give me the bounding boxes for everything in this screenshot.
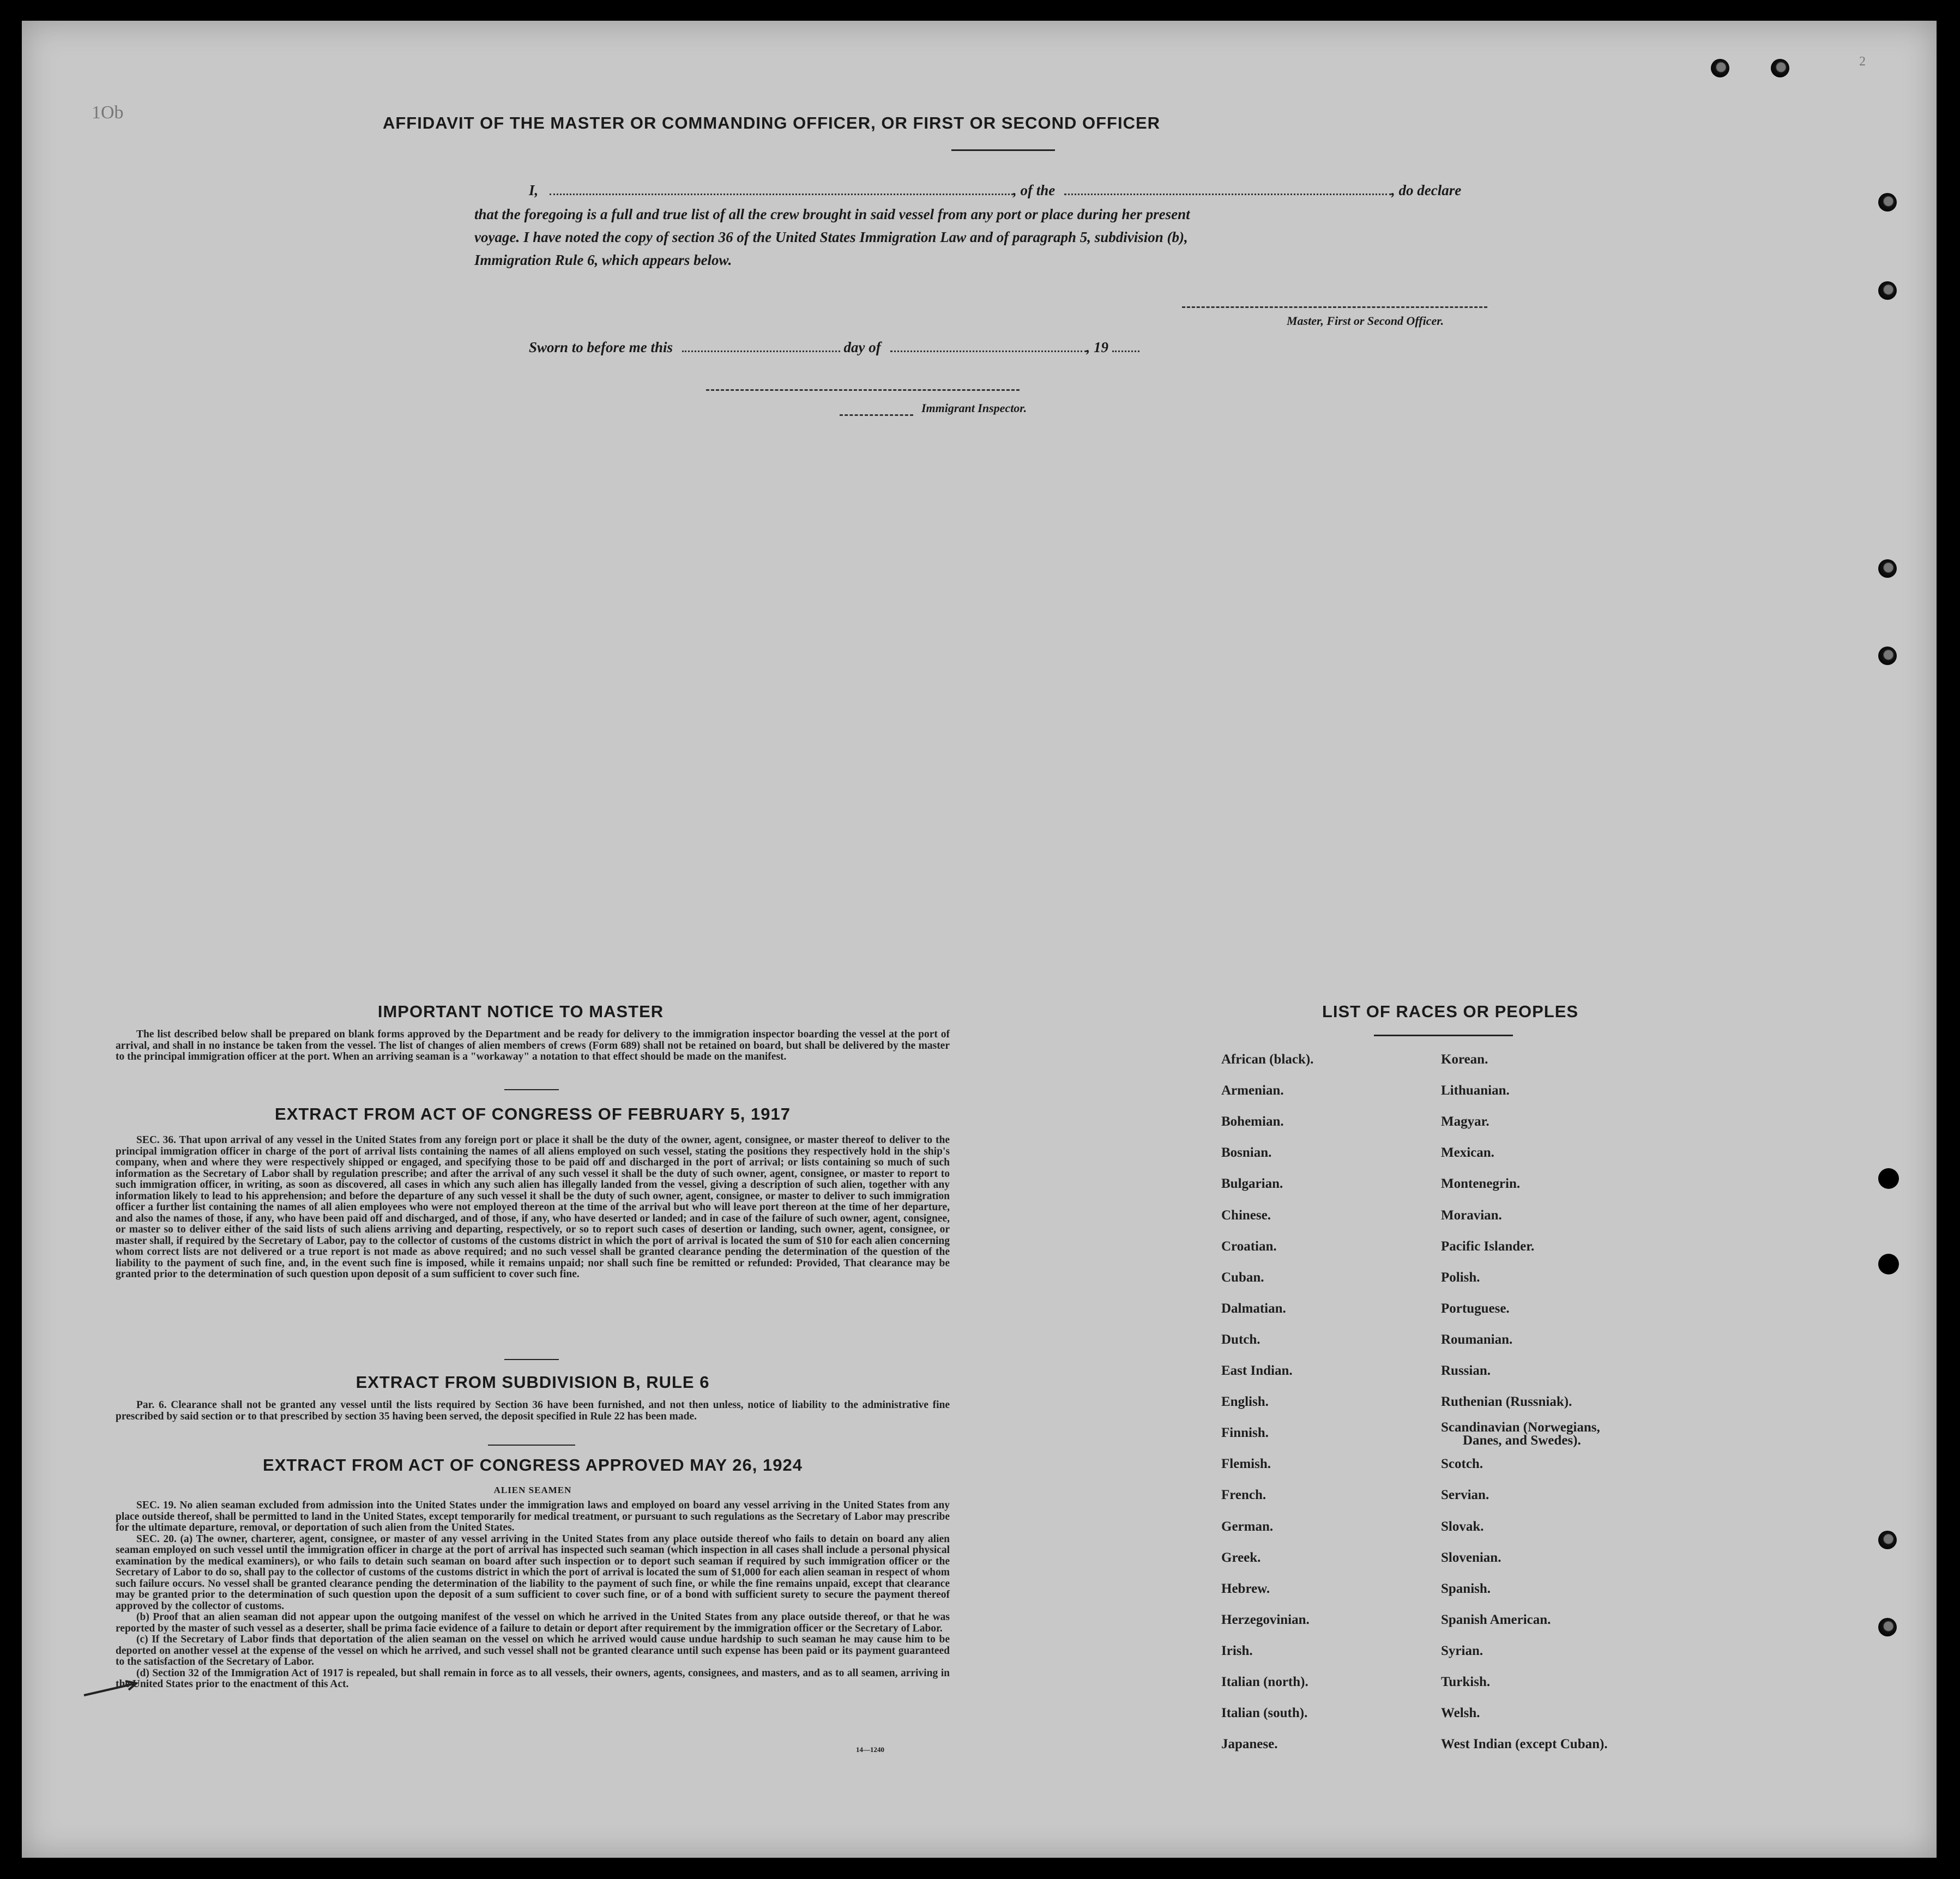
race-item: Korean. [1441,1052,1488,1067]
notice-divider [504,1089,559,1090]
sworn-day-of-label: day of [843,339,881,355]
extract-1924-sec20a: SEC. 20. (a) The owner, charterer, agent, consignee, or master of any vessel arriving in the United States from any place outside thereof who fails to detain on board any alien seaman employed on such vessel until the immigration officer in charge at the port of arrival has inspected such seaman (which inspection in all cases shall include a personal physical examination by the medical examiners), or who fails to detain such seaman on board after such inspection or to deport such seaman if required by such immigration officer or the Secretary of Labor to do so, shall pay to the collector of customs of the customs district in which the port of arrival is located the sum of $1,000 for each alien seaman in respect of whom such failure occurs. No vessel shall be granted clearance pending the determination of the liability to the payment of such fine, or while the fine remains unpaid, except that clearance may be granted prior to the determination of such question upon the deposit of a sum sufficient to cover such fine, or of a bond with sufficient surety to secure the payment thereof approved by the collector of customs. [116,1533,950,1612]
vessel-name-field[interactable] [1064,191,1391,195]
binder-hole-right-7 [1878,1531,1897,1549]
affidavit-title: AFFIDAVIT OF THE MASTER OR COMMANDING OFFICER, OR FIRST OR SECOND OFFICER [382,113,1161,132]
race-item: Italian (north). [1221,1675,1308,1689]
race-item: Japanese. [1221,1737,1278,1752]
race-item: Montenegrin. [1441,1176,1521,1192]
race-item: East Indian. [1221,1363,1293,1378]
affidavit-of-the-label: , of the [1013,182,1056,198]
race-item: African (black). [1221,1052,1314,1067]
binder-hole-right-5 [1878,1168,1899,1189]
race-item: Scotch. [1441,1457,1483,1472]
race-item: Portuguese. [1441,1301,1510,1316]
document-page [22,21,1937,1858]
races-title: LIST OF RACES OR PEOPLES [1322,1002,1579,1021]
sworn-year-field[interactable] [1112,348,1139,352]
race-item: Armenian. [1221,1083,1284,1098]
binder-hole-right-8 [1878,1618,1897,1636]
form-number: 14—1240 [856,1745,884,1754]
binder-hole-right-2 [1878,281,1897,300]
margin-mark-top-left: 1Ob [92,102,124,123]
race-item: Mexican. [1441,1145,1494,1161]
race-item: Pacific Islander. [1441,1238,1535,1254]
binder-hole-right-6 [1878,1254,1899,1274]
binder-hole-top-1 [1711,59,1729,77]
race-item: Slovak. [1441,1519,1484,1534]
race-item: Chinese. [1221,1207,1271,1223]
race-item: Magyar. [1441,1114,1489,1129]
extract-1924-sec19: SEC. 19. No alien seaman excluded from admission into the United States under the immigration laws and employed on board any vessel arriving in the United States from any place outside thereof, shall be permitted to land in the United States, except temporarily for medical treatment, or pursuant to such regulations as the Secretary of Labor may prescribe for the ultimate departure, removal, or deportation of such alien from the United States. [116,1500,950,1533]
sworn-line [529,339,1139,356]
race-item: Dutch. [1221,1332,1261,1347]
race-item: French. [1221,1488,1267,1503]
extract-1924-body [116,1500,950,1690]
sworn-year-label: , 19 [1086,339,1109,355]
sworn-day-field[interactable] [682,348,840,352]
sworn-month-field[interactable] [890,348,1087,352]
race-item: West Indian (except Cuban). [1441,1737,1608,1752]
extract-rule6-body [116,1400,950,1422]
affidavit-line-1 [529,182,1461,199]
race-item: Croatian. [1221,1238,1277,1254]
extract-1924-subtitle: ALIEN SEAMEN [493,1485,572,1495]
affidavit-line-3: voyage. I have noted the copy of section 36 of the United States Immigration Law and of paragraph 5, subdivision (b), [474,229,1188,245]
race-item: Spanish. [1441,1581,1491,1596]
affidavit-do-declare-label: , do declare [1391,182,1462,198]
master-signature-label: Master, First or Second Officer. [1287,314,1444,328]
binder-hole-top-2 [1771,59,1789,77]
race-item: Herzegovinian. [1221,1612,1310,1627]
race-item: Polish. [1441,1270,1480,1285]
race-item: Dalmatian. [1221,1301,1286,1316]
race-item-continuation: Danes, and Swedes). [1463,1433,1581,1448]
affidavit-line-4: Immigration Rule 6, which appears below. [474,252,732,268]
master-name-field[interactable] [550,191,1013,195]
sworn-prefix-label: Sworn to before me this [529,339,673,355]
extract-1917-sec36: SEC. 36. That upon arrival of any vessel in the United States from any foreign port or place it shall be the duty of the owner, agent, consignee, or master thereof to deliver to the principal immigration officer in charge of the port of arrival lists containing the names of all aliens employed on such vessel, stating the positions they respectively hold in the ship's company, when and where they were respectively shipped or engaged, and specifying those to be paid off and discharged in the port of arrival; or lists containing so much of such information as the Secretary of Labor shall by regulation prescribe; and after the arrival of any such vessel it shall be the duty of such owner, agent, consignee, or master to report to such immigration officer, in writing, as soon as discovered, all cases in which any such alien has illegally landed from the vessel, giving a description of such alien, together with any information likely to lead to his apprehension; and before the departure of any such vessel it shall be the duty of such owner, agent, consignee, or master to deliver to such immigration officer a further list containing the names of all alien employees who were not employed thereon at the time of the arrival but who will leave port thereon at the time of her departure, and also the names of those, if any, who have been paid off and discharged, and of those, if any, who have deserted or landed; and in case of the failure of such owner, agent, consignee, or master so to deliver either of the said lists of such aliens arriving and departing, respectively, or so to report such cases of desertion or landing, such owner, agent, consignee, or master shall, if required by the Secretary of Labor, pay to the collector of customs of the customs district in which the port of arrival is located the sum of $10 for each alien concerning whom correct lists are not delivered or a true report is not made as above required; and no such vessel shall be granted clearance pending the determination of the question of the liability to the payment of such fine, and, in the event such fine is imposed, while it remains unpaid; nor shall such fine be remitted or refunded: Provided, That clearance may be granted prior to the determination of such question upon deposit of a sum sufficient to cover such fine. [116,1134,950,1280]
inspector-signature-lead [840,414,913,416]
extract-1917-divider [504,1359,559,1360]
race-item: Ruthenian (Russniak). [1441,1394,1572,1410]
extract-1924-sec20c: (c) If the Secretary of Labor finds that deportation of the alien seaman on the vessel on which he arrived would cause undue hardship to such seaman he may cause him to be deported on another vessel at the expense of the vessel on which he arrived, and such vessel shall not be granted clearance until such expense has been paid or its payment guaranteed to the satisfaction of the Secretary of Labor. [116,1634,950,1667]
affidavit-title-rule [951,149,1055,151]
race-item: Roumanian. [1441,1332,1513,1347]
race-item: Italian (south). [1221,1706,1308,1721]
race-item: Syrian. [1441,1643,1483,1658]
notice-body [116,1029,950,1063]
race-item: Russian. [1441,1363,1491,1378]
race-item: Greek. [1221,1550,1261,1565]
race-item: Lithuanian. [1441,1083,1510,1098]
race-item: Slovenian. [1441,1550,1501,1565]
race-item: Turkish. [1441,1675,1491,1689]
extract-rule6-title: EXTRACT FROM SUBDIVISION B, RULE 6 [355,1373,710,1392]
race-item: Flemish. [1221,1457,1271,1472]
extract-1924-title: EXTRACT FROM ACT OF CONGRESS APPROVED MAY 26, 1924 [263,1455,803,1475]
extract-1917-title: EXTRACT FROM ACT OF CONGRESS OF FEBRUARY 5, 1917 [275,1104,791,1123]
race-item: Bosnian. [1221,1145,1272,1161]
inspector-label: Immigrant Inspector. [921,401,1027,415]
race-item: Welsh. [1441,1706,1480,1721]
race-item: Spanish American. [1441,1612,1551,1627]
extract-1924-sec20b: (b) Proof that an alien seaman did not appear upon the outgoing manifest of the vessel on which he arrived in the United States from any place outside thereof, or that he was reported by the master of such vessel as a deserter, shall be prima facie evidence of a failure to detain or deport after requirement by the immigration officer or the Secretary of Labor. [116,1611,950,1634]
race-item: Irish. [1221,1643,1253,1658]
race-item: Finnish. [1221,1425,1269,1441]
extract-1917-body [116,1135,950,1280]
affidavit-line-2: that the foregoing is a full and true list of all the crew brought in said vessel from any port or place during her present [474,206,1190,222]
race-item: Bohemian. [1221,1114,1284,1129]
affidavit-i-label: I, [529,182,539,198]
binder-hole-right-3 [1878,559,1897,578]
race-item: Cuban. [1221,1270,1264,1285]
race-item: Bulgarian. [1221,1176,1283,1192]
master-signature-field[interactable] [1182,306,1487,308]
notice-title: IMPORTANT NOTICE TO MASTER [377,1002,664,1021]
extract-1924-sec20d: (d) Section 32 of the Immigration Act of 1917 is repealed, but shall remain in force as to all vessels, their owners, agents, consignees, and masters, and as to all seamen, arriving in the United States prior to the enactment of this Act. [116,1667,950,1690]
extract-rule6-divider [488,1445,575,1446]
race-item: Hebrew. [1221,1581,1270,1596]
race-item: Scandinavian (Norwegians, [1441,1420,1600,1435]
margin-mark-top-right: 2 [1859,55,1866,69]
extract-rule6-par6: Par. 6. Clearance shall not be granted any vessel until the lists required by Section 36 have been furnished, and not then unless, notice of liability to the administrative fine prescribed by said section or to that prescribed by section 35 having been served, the deposit specified in Rule 22 has been made. [116,1399,950,1422]
race-item: German. [1221,1519,1274,1534]
races-title-rule [1374,1035,1513,1036]
binder-hole-right-1 [1878,193,1897,212]
race-item: Moravian. [1441,1207,1502,1223]
notice-body-text: The list described below shall be prepared on blank forms approved by the Department and be ready for delivery to the immigration inspector boarding the vessel at the port of arrival, and shall in no instance be taken from the vessel. The list of changes of alien members of crews (Form 689) shall not be retained on board, but shall be delivered by the master to the principal immigration officer at the port. When an arriving seaman is a "workaway" a notation to that effect should be made on the manifest. [116,1029,950,1062]
binder-hole-right-4 [1878,647,1897,665]
pen-arrow-mark [82,1678,142,1700]
race-item: English. [1221,1394,1269,1410]
inspector-signature-field[interactable] [706,389,1020,391]
race-item: Servian. [1441,1488,1489,1503]
